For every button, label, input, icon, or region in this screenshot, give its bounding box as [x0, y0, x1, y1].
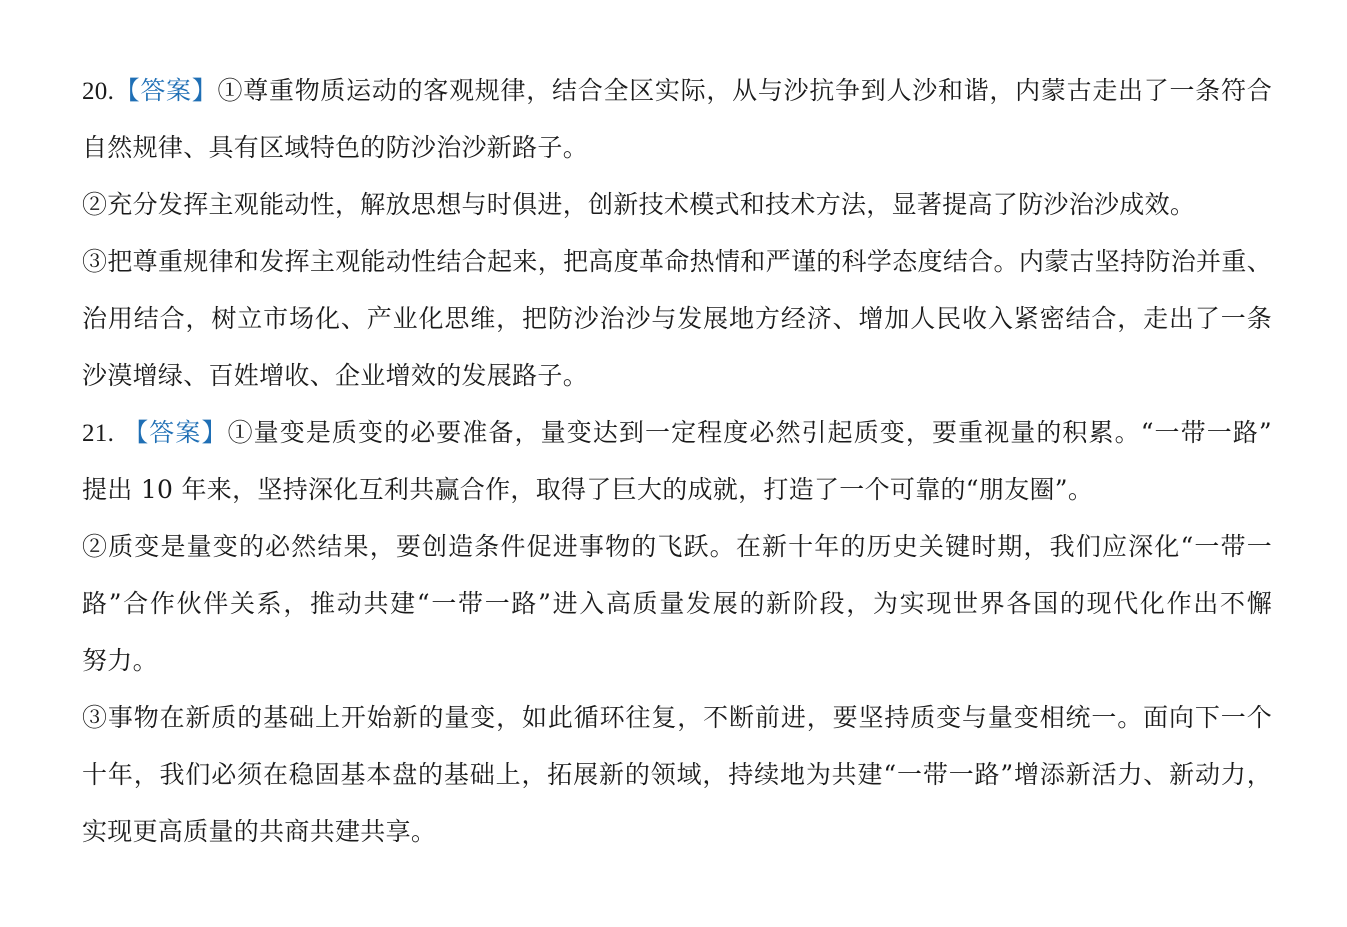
q21-line-7: 十年，我们必须在稳固基本盘的基础上，拓展新的领域，持续地为共建“一带一路”增添新活力、新动力，	[82, 760, 1272, 789]
q21-line-3: ②质变是量变的必然结果，要创造条件促进事物的飞跃。在新十年的历史关键时期，我们应深化“一带一	[82, 532, 1272, 561]
q21-line-1	[82, 404, 1272, 461]
q21-number: 21.	[82, 420, 115, 447]
q21-answer-tag: 【答案】	[123, 418, 228, 447]
q20-line-6: 沙漠增绿、百姓增收、企业增效的发展路子。	[82, 361, 589, 390]
q20-text: ①尊重物质运动的客观规律，结合全区实际，从与沙抗争到人沙和谐，内蒙古走出了一条符合	[217, 76, 1272, 105]
q20-line-5: 治用结合，树立市场化、产业化思维，把防沙治沙与发展地方经济、增加人民收入紧密结合，走出了一条	[82, 304, 1272, 333]
q21-line-2: 提出 10 年来，坚持深化互利共赢合作，取得了巨大的成就，打造了一个可靠的“朋友圈”。	[82, 475, 1094, 504]
q20-line-3: ②充分发挥主观能动性，解放思想与时俱进，创新技术模式和技术方法，显著提高了防沙治沙成效。	[82, 190, 1196, 219]
answer-document	[82, 62, 1272, 860]
q20-line-4: ③把尊重规律和发挥主观能动性结合起来，把高度革命热情和严谨的科学态度结合。内蒙古坚持防治并重、	[82, 247, 1272, 276]
q20-line-1	[82, 62, 1272, 119]
q21-line-4: 路”合作伙伴关系，推动共建“一带一路”进入高质量发展的新阶段，为实现世界各国的现代化作出不懈	[82, 589, 1272, 618]
q20-number: 20.	[82, 78, 115, 105]
q21-text: ①量变是质变的必要准备，量变达到一定程度必然引起质变，要重视量的积累。“一带一路”	[227, 418, 1272, 447]
q20-answer-tag: 【答案】	[114, 76, 218, 105]
q20-line-2: 自然规律、具有区域特色的防沙治沙新路子。	[82, 133, 589, 162]
q21-line-6: ③事物在新质的基础上开始新的量变，如此循环往复，不断前进，要坚持质变与量变相统一。面向下一个	[82, 703, 1272, 732]
q21-line-8: 实现更高质量的共商共建共享。	[82, 817, 437, 846]
q21-line-5: 努力。	[82, 646, 158, 675]
